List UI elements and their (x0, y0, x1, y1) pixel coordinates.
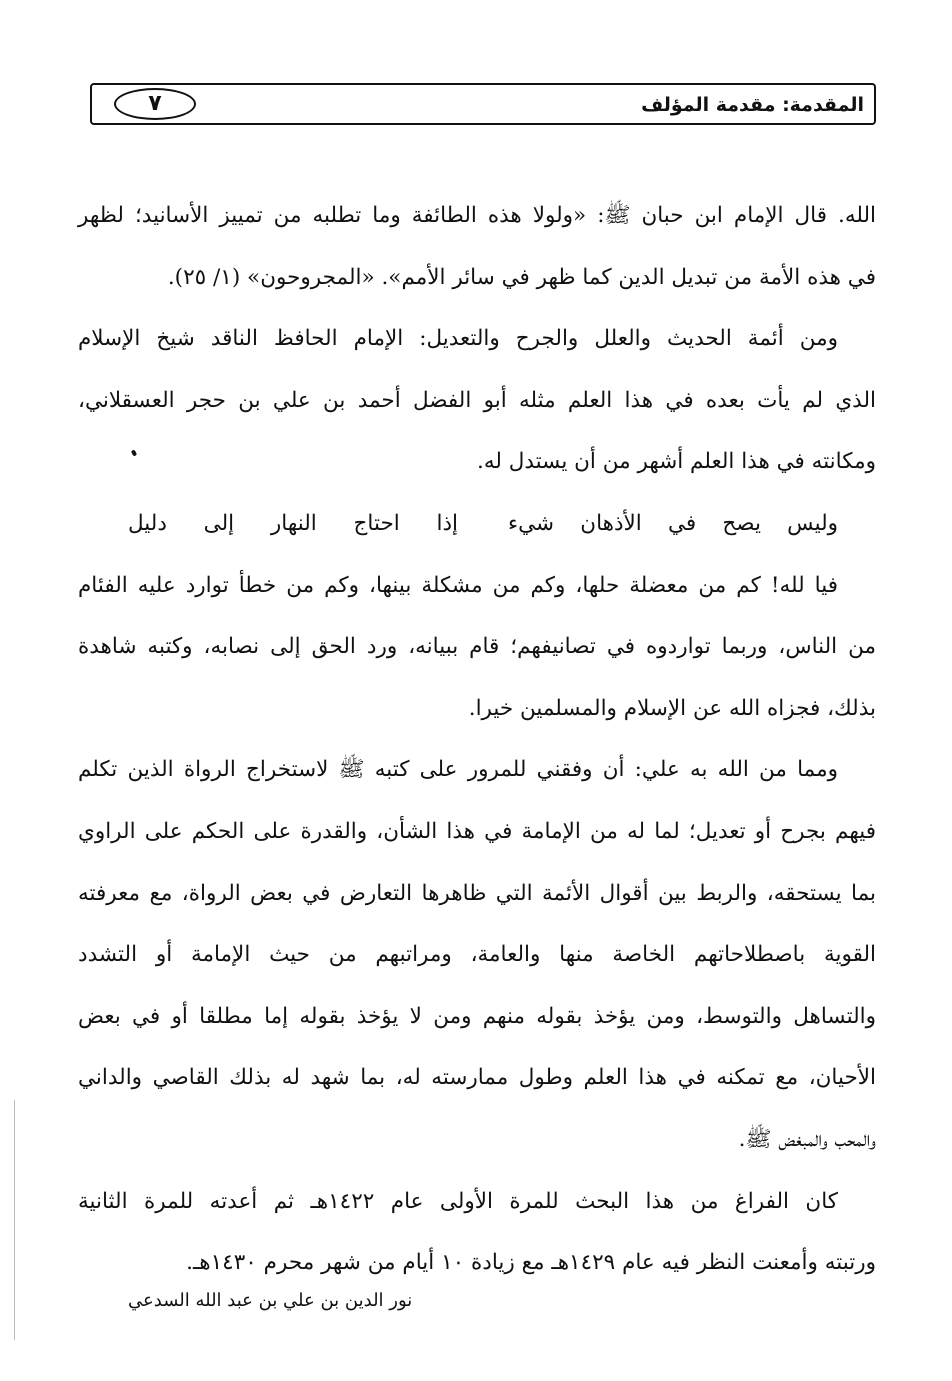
text-line: والمحب والمبغض ﷺ. (738, 1126, 876, 1152)
text-line: والتساهل والتوسط، ومن يؤخذ بقوله منهم ومن لا يؤخذ بقوله إما مطلقا أو في بعض (78, 1003, 876, 1029)
text-line: فيهم بجرح أو تعديل؛ لما له من الإمامة في هذا الشأن، والقدرة على الحكم على الراوي (78, 818, 876, 844)
text-line: الأحيان، مع تمكنه في هذا العلم وطول ممارسته له، بما شهد له بذلك القاصي والداني (78, 1065, 876, 1091)
text-line: القوية باصطلاحاتهم الخاصة منها والعامة، ومراتبهم من حيث الإمامة أو التشدد (78, 942, 876, 968)
text-line: بما يستحقه، والربط بين أقوال الأئمة التي ظاهرها التعارض في بعض الرواة، مع معرفته (78, 880, 876, 906)
text-line: كان الفراغ من هذا البحث للمرة الأولى عام ١٤٢٢هـ ثم أعدته للمرة الثانية (78, 1188, 838, 1214)
author-signature: نور الدين بن علي بن عبد الله السدعي (128, 1290, 413, 1311)
text-line: الله. قال الإمام ابن حبان ﷺ: «ولولا هذه الطائفة وما تطلبه من تمييز الأسانيد؛ لظهر (78, 203, 876, 228)
verse-second-hemistich: إذا احتاج النهار إلى دليل (128, 510, 458, 536)
page-number: ٧ (114, 88, 196, 120)
text-line: ومكانته في هذا العلم أشهر من أن يستدل له. (477, 449, 876, 475)
text-line: بذلك، فجزاه الله عن الإسلام والمسلمين خيرا. (468, 695, 876, 721)
poetry-verse (78, 502, 876, 564)
header-title: المقدمة: مقدمة المؤلف (641, 94, 864, 116)
text-line: في هذه الأمة من تبديل الدين كما ظهر في سائر الأمم». «المجروحون» (١/ ٢٥). (167, 264, 876, 290)
running-header (90, 83, 876, 125)
text-line: ومما من الله به علي: أن وفقني للمرور على كتبه ﷺ لاستخراج الرواة الذين تكلم (78, 757, 838, 783)
verse-first-hemistich: وليس يصح في الأذهان شيء (508, 510, 838, 536)
text-line: الذي لم يأت بعده في هذا العلم مثله أبو الفضل أحمد بن علي بن حجر العسقلاني، (78, 387, 876, 413)
text-line: ومن أئمة الحديث والعلل والجرح والتعديل: الإمام الحافظ الناقد شيخ الإسلام (78, 326, 838, 352)
text-line: فيا لله! كم من معضلة حلها، وكم من مشكلة بينها، وكم من خطأ توارد عليه الفئام (78, 572, 838, 598)
text-line: ورتبته وأمعنت النظر فيه عام ١٤٢٩هـ مع زيادة ١٠ أيام من شهر محرم ١٤٣٠هـ. (186, 1250, 876, 1276)
text-line: من الناس، وربما تواردوه في تصانيفهم؛ قام ببيانه، ورد الحق إلى نصابه، وكتبه شاهدة (78, 634, 876, 660)
page-body (78, 194, 876, 1303)
scan-edge-mark (14, 1100, 15, 1340)
